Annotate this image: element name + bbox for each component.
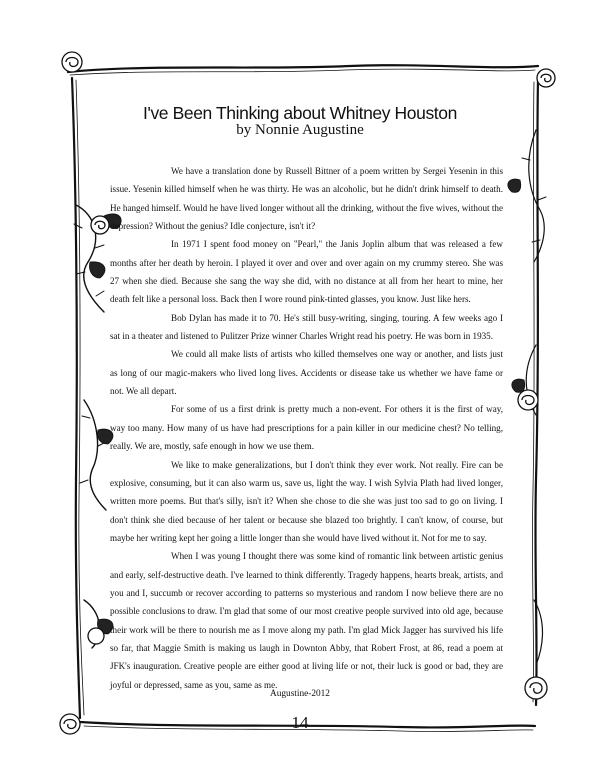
paragraph: For some of us a first drink is pretty much a non-event. For others it is the first of way, way too many. How many of us have had prescriptions for a pain killer in our medicine chest? No telling, really. We are, mostly, safe enough in how we use them. [110, 404, 503, 452]
author-signature: Augustine-2012 [270, 689, 330, 699]
article-title: I've Been Thinking about Whitney Houston [143, 103, 457, 123]
paragraph: We have a translation done by Russell Bittner of a poem written by Sergei Yesenin in this issue. Yesenin killed himself when he was thirty. He was an alcoholic, but he didn't drink himself to death. He hanged himself. Would he have lived longer without all the drinking, without the five wives, without the depression? Without the genius? Idle conjecture, isn't it? [110, 166, 503, 232]
article-body [110, 162, 503, 694]
paragraph: We like to make generalizations, but I don't think they ever work. Not really. Fire can be explosive, consuming, but it can also warm us, save us, light the way. I wish Sylvia Plath had lived longer, written more poems. But that's silly, isn't it? When she chose to die she was just too sad to go on living. I don't think she died because of her talent or because she blazed too brightly. I can't know, of course, but maybe her writing kept her going a little longer than she would have lived without it. Not for me to say. [110, 459, 503, 543]
page-number: 14 [291, 713, 309, 732]
paragraph: Bob Dylan has made it to 70. He's still busy-writing, singing, touring. A few weeks ago I sat in a theater and listened to Pulitzer Prize winner Charles Wright read his poetry. He was born in 1935. [110, 312, 503, 342]
paragraph: In 1971 I spent food money on "Pearl," the Janis Joplin album that was released a few months after her death by heroin. I played it over and over and over again on my crummy stereo. She was 27 when she died. Because she sang the way she did, with no distance at all from her heart to mine, her death felt like a personal loss. Back then I wore round pink-tinted glasses, you know. Just like hers. [110, 239, 503, 305]
paragraph: When I was young I thought there was some kind of romantic link between artistic genius and early, self-destructive death. I've learned to think differently. Tragedy happens, hearts break, artists, and you and I, succumb or recover according to patterns so mysterious and random I now believe there are no possible conclusions to draw. I'm glad that some of our most creative people survived into old age, because their work will be there to nourish me as I move along my path. I'm glad Mick Jagger has survived his life so far, that Maggie Smith is making us laugh in Downton Abby, that Robert Frost, at 86, read a poem at JFK's inauguration. Creative people are either good at living life or not, their luck is good or bad, they are joyful or depressed, same as you, same as me. [110, 551, 503, 690]
paragraph: We could all make lists of artists who killed themselves one way or another, and lists just as long of our magic-makers who lived long lives. Accidents or disease take us whether we have fame or not. We all depart. [110, 349, 503, 397]
article-byline: by Nonnie Augustine [236, 122, 364, 138]
